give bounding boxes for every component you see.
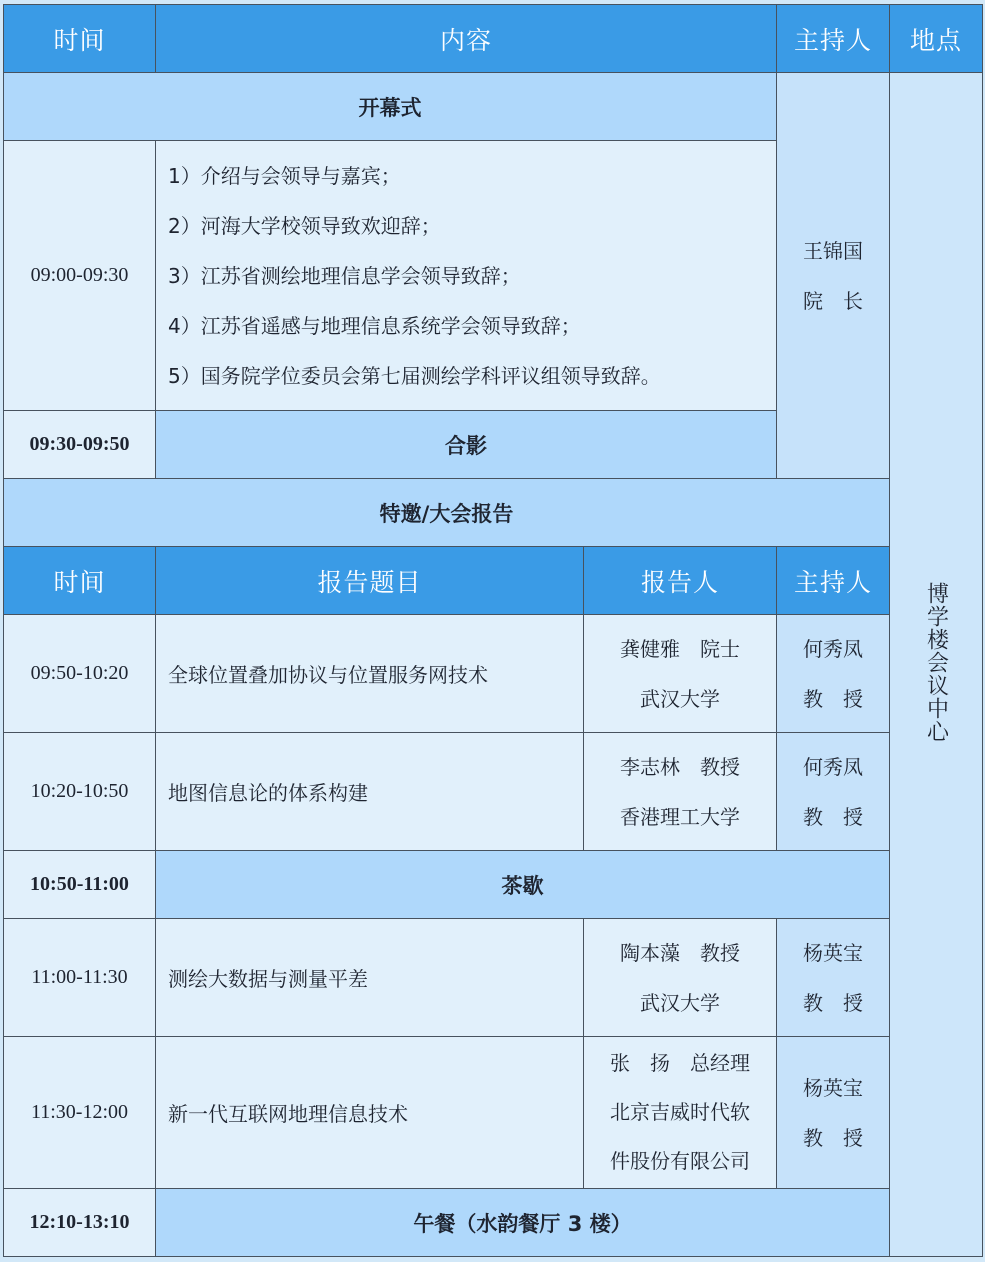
- table-row: [4, 733, 983, 851]
- reports-header-topic: 报告题目: [156, 547, 584, 615]
- opening-title: 开幕式: [4, 73, 777, 141]
- opening-item: 4）江苏省遥感与地理信息系统学会领导致辞；: [168, 313, 581, 338]
- report-topic: 新一代互联网地理信息技术: [156, 1037, 584, 1189]
- reports-header-time: 时间: [4, 547, 156, 615]
- report-time: 11:30-12:00: [4, 1037, 156, 1189]
- host-name: 何秀凤: [803, 754, 864, 779]
- report-speaker: [584, 919, 777, 1037]
- report-time: 09:50-10:20: [4, 615, 156, 733]
- header-time: 时间: [4, 5, 156, 73]
- speaker-name: 张 扬 总经理: [610, 1051, 750, 1075]
- opening-time: 09:00-09:30: [4, 141, 156, 411]
- header-content: 内容: [156, 5, 777, 73]
- report-host: [777, 733, 890, 851]
- reports-header-host: 主持人: [777, 547, 890, 615]
- report-time: 11:00-11:30: [4, 919, 156, 1037]
- report-host: [777, 919, 890, 1037]
- opening-item: 2）河海大学校领导致欢迎辞；: [168, 213, 441, 238]
- opening-host-cell: [777, 73, 890, 479]
- opening-host-title: 院 长: [803, 288, 864, 313]
- speaker-name: 李志林 教授: [620, 754, 740, 779]
- opening-item: 5）国务院学位委员会第七届测绘学科评议组领导致辞。: [168, 363, 661, 388]
- speaker-affiliation: 件股份有限公司: [610, 1149, 750, 1173]
- header-host: 主持人: [777, 5, 890, 73]
- report-speaker: [584, 1037, 777, 1189]
- report-speaker: [584, 733, 777, 851]
- report-host: [777, 1037, 890, 1189]
- speaker-name: 龚健雅 院士: [620, 636, 740, 661]
- speaker-affiliation: 武汉大学: [640, 990, 720, 1015]
- host-title: 教 授: [803, 804, 864, 829]
- report-host: [777, 615, 890, 733]
- lunch-label: 午餐（水韵餐厅 3 楼）: [156, 1189, 890, 1257]
- lunch-time: 12:10-13:10: [4, 1189, 156, 1257]
- host-title: 教 授: [803, 686, 864, 711]
- schedule-table: [3, 4, 983, 1257]
- opening-items: [156, 141, 777, 411]
- opening-item: 3）江苏省测绘地理信息学会领导致辞；: [168, 263, 521, 288]
- host-title: 教 授: [803, 990, 864, 1015]
- photo-time: 09:30-09:50: [4, 411, 156, 479]
- report-topic: 地图信息论的体系构建: [156, 733, 584, 851]
- host-title: 教 授: [803, 1125, 864, 1150]
- report-speaker: [584, 615, 777, 733]
- header-venue: 地点: [890, 5, 983, 73]
- break-time: 10:50-11:00: [4, 851, 156, 919]
- venue-cell: [890, 73, 983, 1257]
- photo-label: 合影: [156, 411, 777, 479]
- break-label: 茶歇: [156, 851, 890, 919]
- speaker-affiliation: 香港理工大学: [620, 804, 740, 829]
- table-row: [4, 919, 983, 1037]
- host-name: 杨英宝: [803, 940, 864, 965]
- opening-host-name: 王锦国: [803, 238, 864, 263]
- speaker-affiliation: 武汉大学: [640, 686, 720, 711]
- report-topic: 全球位置叠加协议与位置服务网技术: [156, 615, 584, 733]
- table-row: [4, 1037, 983, 1189]
- reports-title: 特邀/大会报告: [4, 479, 890, 547]
- report-time: 10:20-10:50: [4, 733, 156, 851]
- reports-header-speaker: 报告人: [584, 547, 777, 615]
- speaker-name: 陶本藻 教授: [620, 940, 740, 965]
- speaker-affiliation: 北京吉威时代软: [610, 1100, 750, 1124]
- venue-label: 博学楼会议中心: [923, 582, 949, 743]
- table-row: [4, 615, 983, 733]
- report-topic: 测绘大数据与测量平差: [156, 919, 584, 1037]
- host-name: 杨英宝: [803, 1075, 864, 1100]
- opening-item: 1）介绍与会领导与嘉宾；: [168, 163, 401, 188]
- host-name: 何秀凤: [803, 636, 864, 661]
